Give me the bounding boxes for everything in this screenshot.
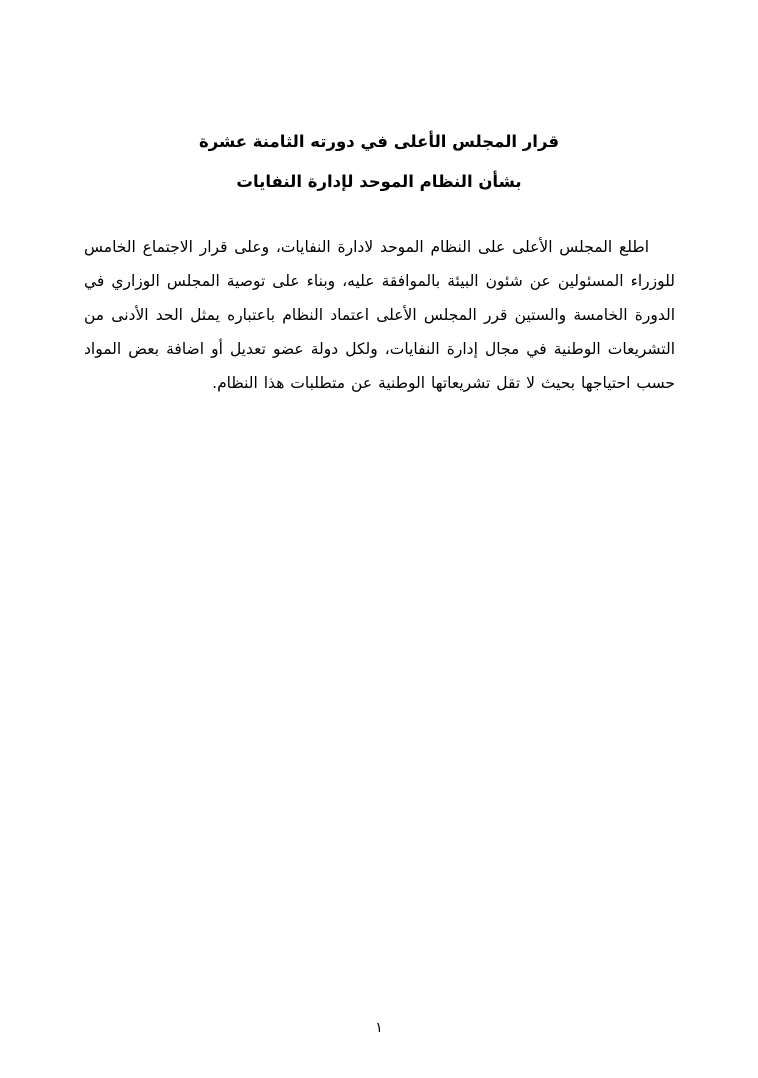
page-number: ١ bbox=[375, 1020, 383, 1036]
title-line-2: بشأن النظام الموحد لإدارة النفايات bbox=[236, 172, 522, 191]
document-body bbox=[84, 214, 675, 415]
document-title bbox=[0, 122, 758, 202]
title-line-1: قرار المجلس الأعلى في دورته الثامنة عشرة bbox=[198, 132, 560, 151]
body-paragraph: اطلع المجلس الأعلى على النظام الموحد لادارة النفايات، وعلى قرار الاجتماع الخامس للوزراء المسئولين عن شئون البيئة بالموافقة عليه، وبناء على توصية المجلس الوزاري في الدورة الخامسة والستين قرر المجلس الأعلى اعتماد النظام باعتباره يمثل الحد الأدنى من التشريعات الوطنية في مجال إدارة النفايات، ولكل دولة عضو تعديل أو اضافة بعض المواد حسب احتياجها بحيث لا تقل تشريعاتها الوطنية عن متطلبات هذا النظام. bbox=[84, 237, 675, 392]
